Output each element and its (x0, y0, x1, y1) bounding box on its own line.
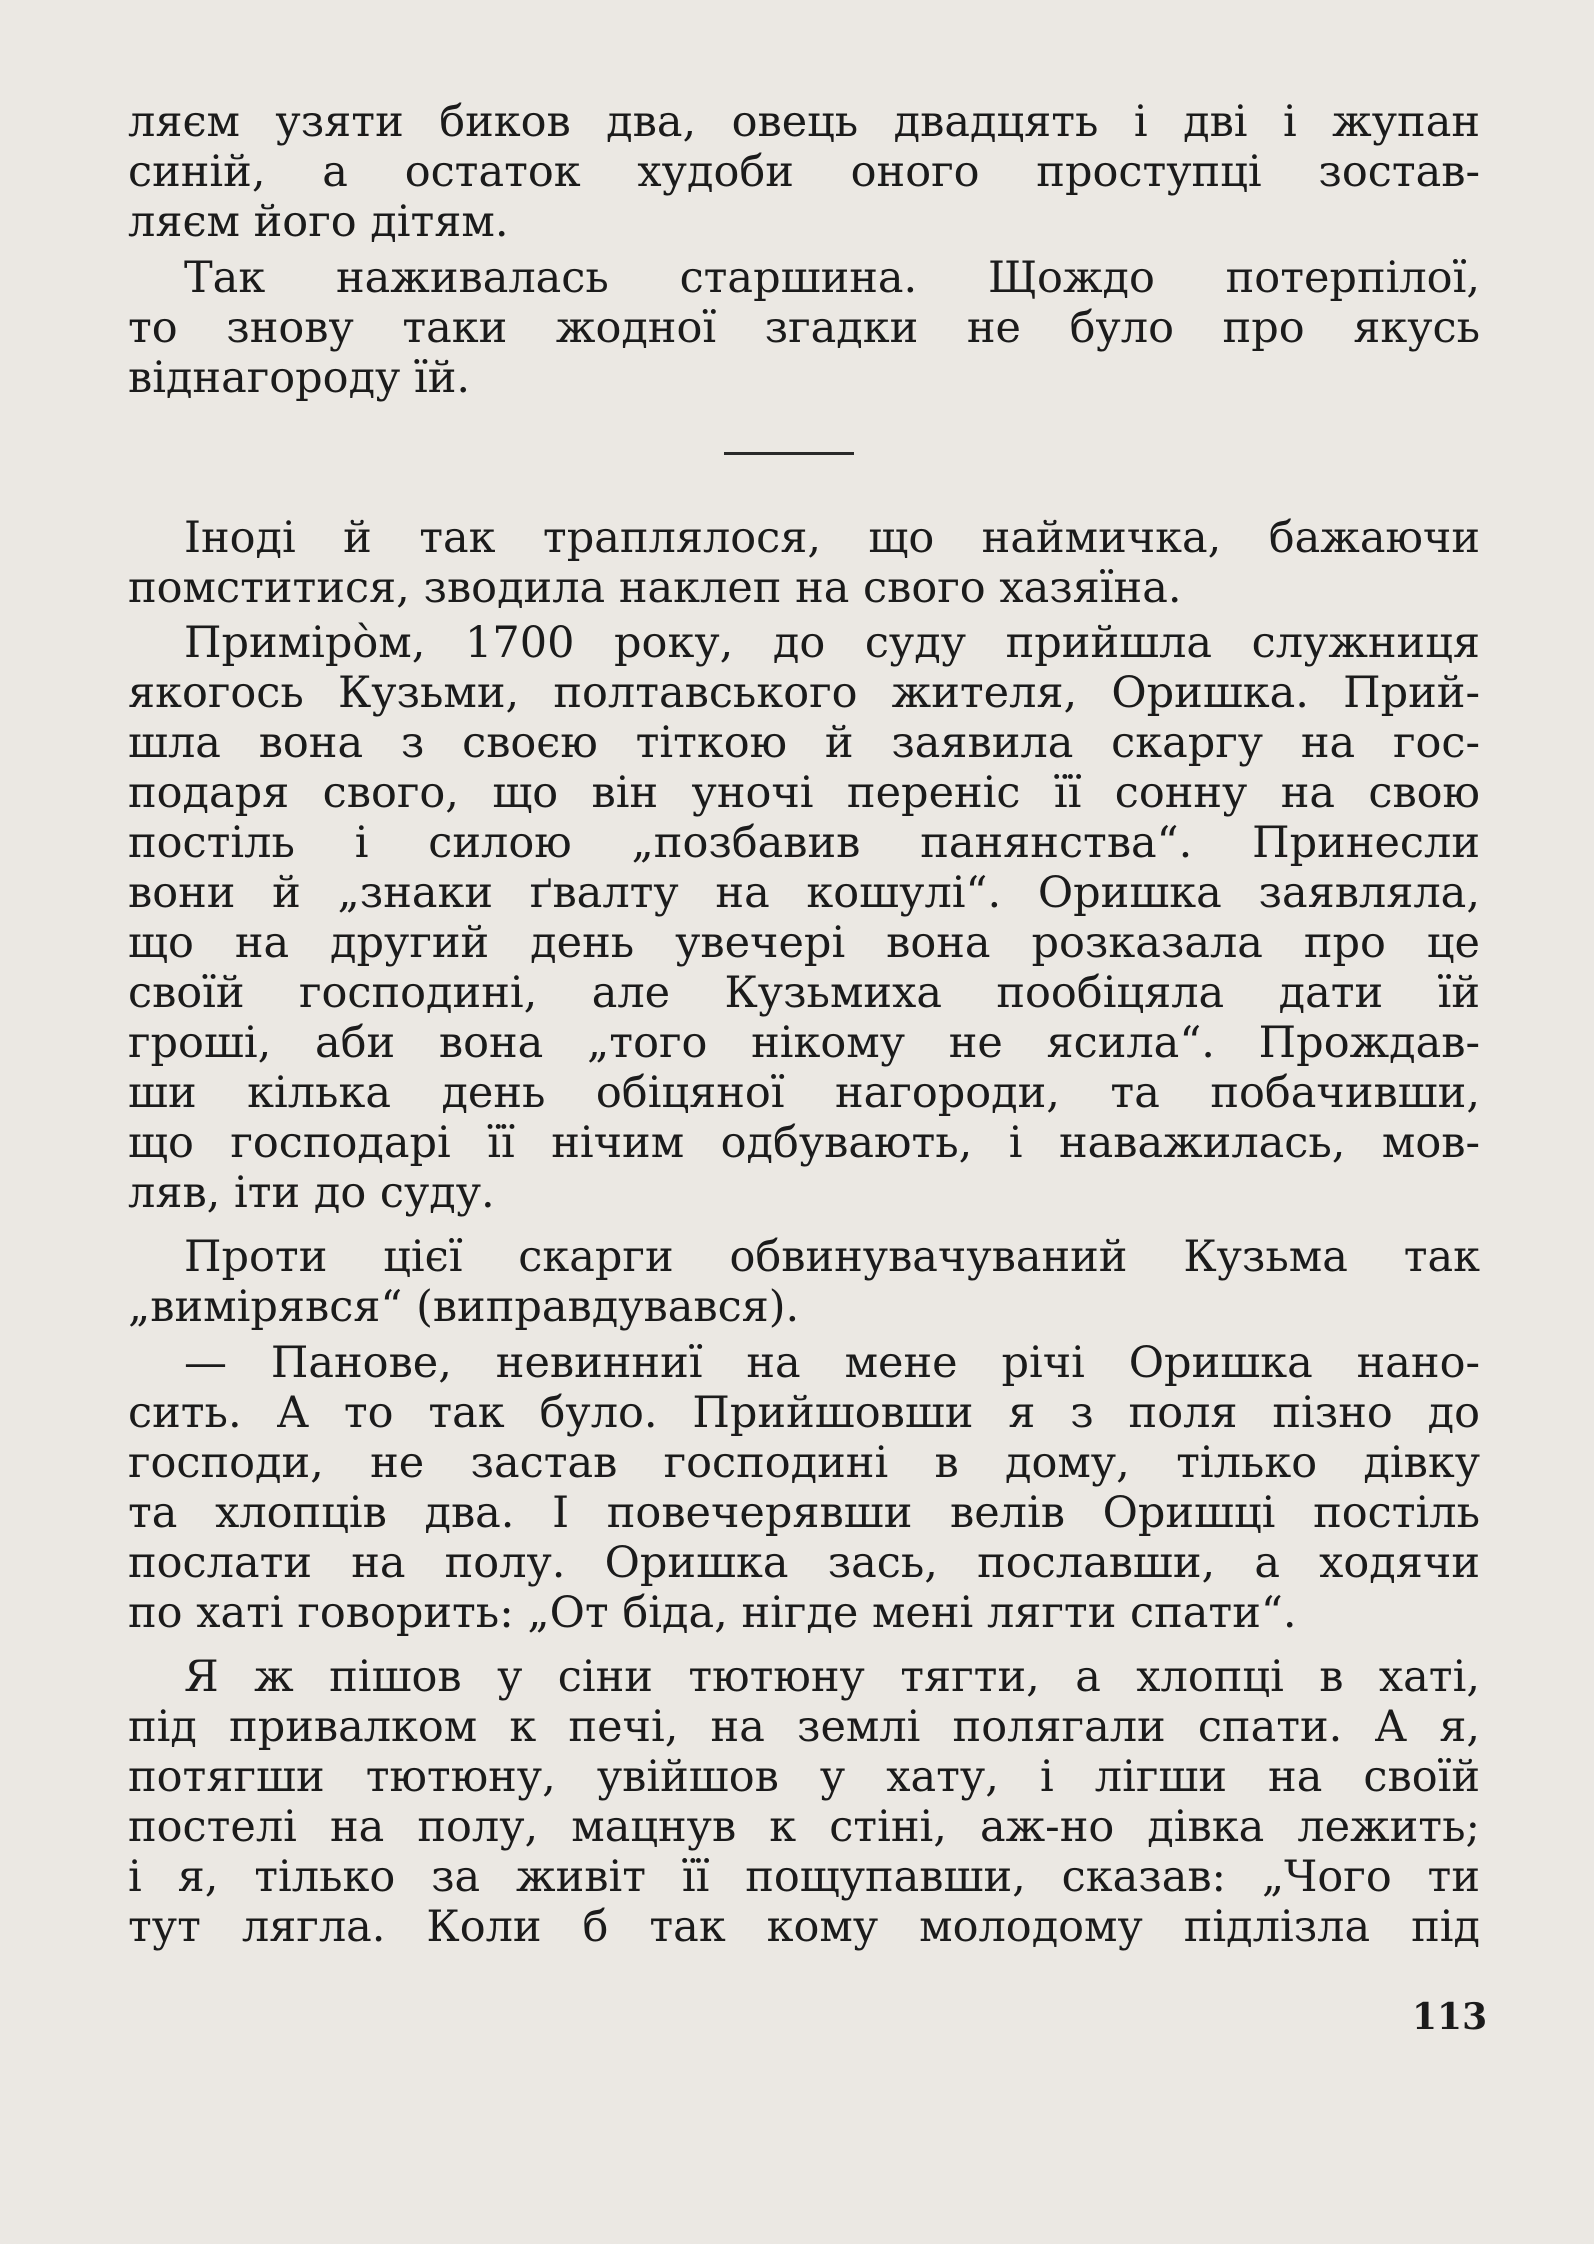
text-line: синій, а остаток худоби оного проступці зостав- (128, 147, 1480, 197)
page-number: 113 (1412, 1996, 1488, 2038)
text-line: тут лягла. Коли б так кому молодому підлізла під (128, 1902, 1480, 1952)
text-line: постіль і силою „позбавив панянства“. Принесли (128, 818, 1480, 868)
paragraph-starshyna (128, 253, 1480, 403)
text-line: — Панове, невинниї на мене річі Оришка нано- (184, 1338, 1480, 1388)
text-line: то знову таки жодної згадки не було про якусь (128, 303, 1480, 353)
text-line: послати на полу. Оришка зась, пославши, а ходячи (128, 1538, 1480, 1588)
text-line: господи, не застав господині в дому, тілько дівку (128, 1438, 1480, 1488)
text-line: „вимірявся“ (виправдувався). (128, 1282, 800, 1332)
paragraph-ya (128, 1652, 1480, 1952)
section-separator (724, 452, 854, 455)
text-line: подаря свого, що він уночі переніс її сонну на свою (128, 768, 1480, 818)
text-line: Я ж пішов у сіни тютюну тягти, а хлопці в хаті, (184, 1652, 1480, 1702)
text-line: постелі на полу, мацнув к стіні, аж-но дівка лежить; (128, 1802, 1480, 1852)
text-line: ляв, іти до суду. (128, 1168, 495, 1218)
paragraph-continuation (128, 97, 1480, 247)
text-line: гроші, аби вона „того нікому не ясила“. Прождав- (128, 1018, 1480, 1068)
text-line: під привалком к печі, на землі полягали спати. А я, (128, 1702, 1480, 1752)
text-line: віднагороду їй. (128, 353, 471, 403)
text-line: помститися, зводила наклеп на свого хазяїна. (128, 563, 1182, 613)
text-line: шла вона з своєю тіткою й заявила скаргу на гос- (128, 718, 1480, 768)
text-line: по хаті говорить: „От біда, нігде мені лягти спати“. (128, 1588, 1297, 1638)
text-line: якогось Кузьми, полтавського жителя, Оришка. Прий- (128, 668, 1480, 718)
text-line: ши кілька день обіцяної нагороди, та побачивши, (128, 1068, 1480, 1118)
text-line: своїй господині, але Кузьмиха пообіцяла дати їй (128, 968, 1480, 1018)
text-line: ляєм його дітям. (128, 197, 509, 247)
paragraph-inodi (128, 513, 1480, 613)
paragraph-prymirom (128, 618, 1480, 1218)
text-line: Так наживалась старшина. Щождо потерпілої, (184, 253, 1480, 303)
text-line: ляєм узяти биков два, овець двадцять і дві і жупан (128, 97, 1480, 147)
text-line: вони й „знаки ґвалту на кошулі“. Оришка заявляла, (128, 868, 1480, 918)
text-line: сить. А то так було. Прийшовши я з поля пізно до (128, 1388, 1480, 1438)
text-line: і я, тілько за живіт її пощупавши, сказав: „Чого ти (128, 1852, 1480, 1902)
paragraph-panove (128, 1338, 1480, 1638)
text-line: потягши тютюну, увійшов у хату, і лігши на своїй (128, 1752, 1480, 1802)
text-line: та хлопців два. І повечерявши велів Оришці постіль (128, 1488, 1480, 1538)
text-line: що на другий день увечері вона розказала про це (128, 918, 1480, 968)
text-line: Іноді й так траплялося, що наймичка, бажаючи (184, 513, 1480, 563)
paragraph-proty (128, 1232, 1480, 1332)
text-line: Проти цієї скарги обвинувачуваний Кузьма так (184, 1232, 1480, 1282)
text-line: Примірòм, 1700 року, до суду прийшла служниця (184, 618, 1480, 668)
text-line: що господарі її нічим одбувають, і наважилась, мов- (128, 1118, 1480, 1168)
